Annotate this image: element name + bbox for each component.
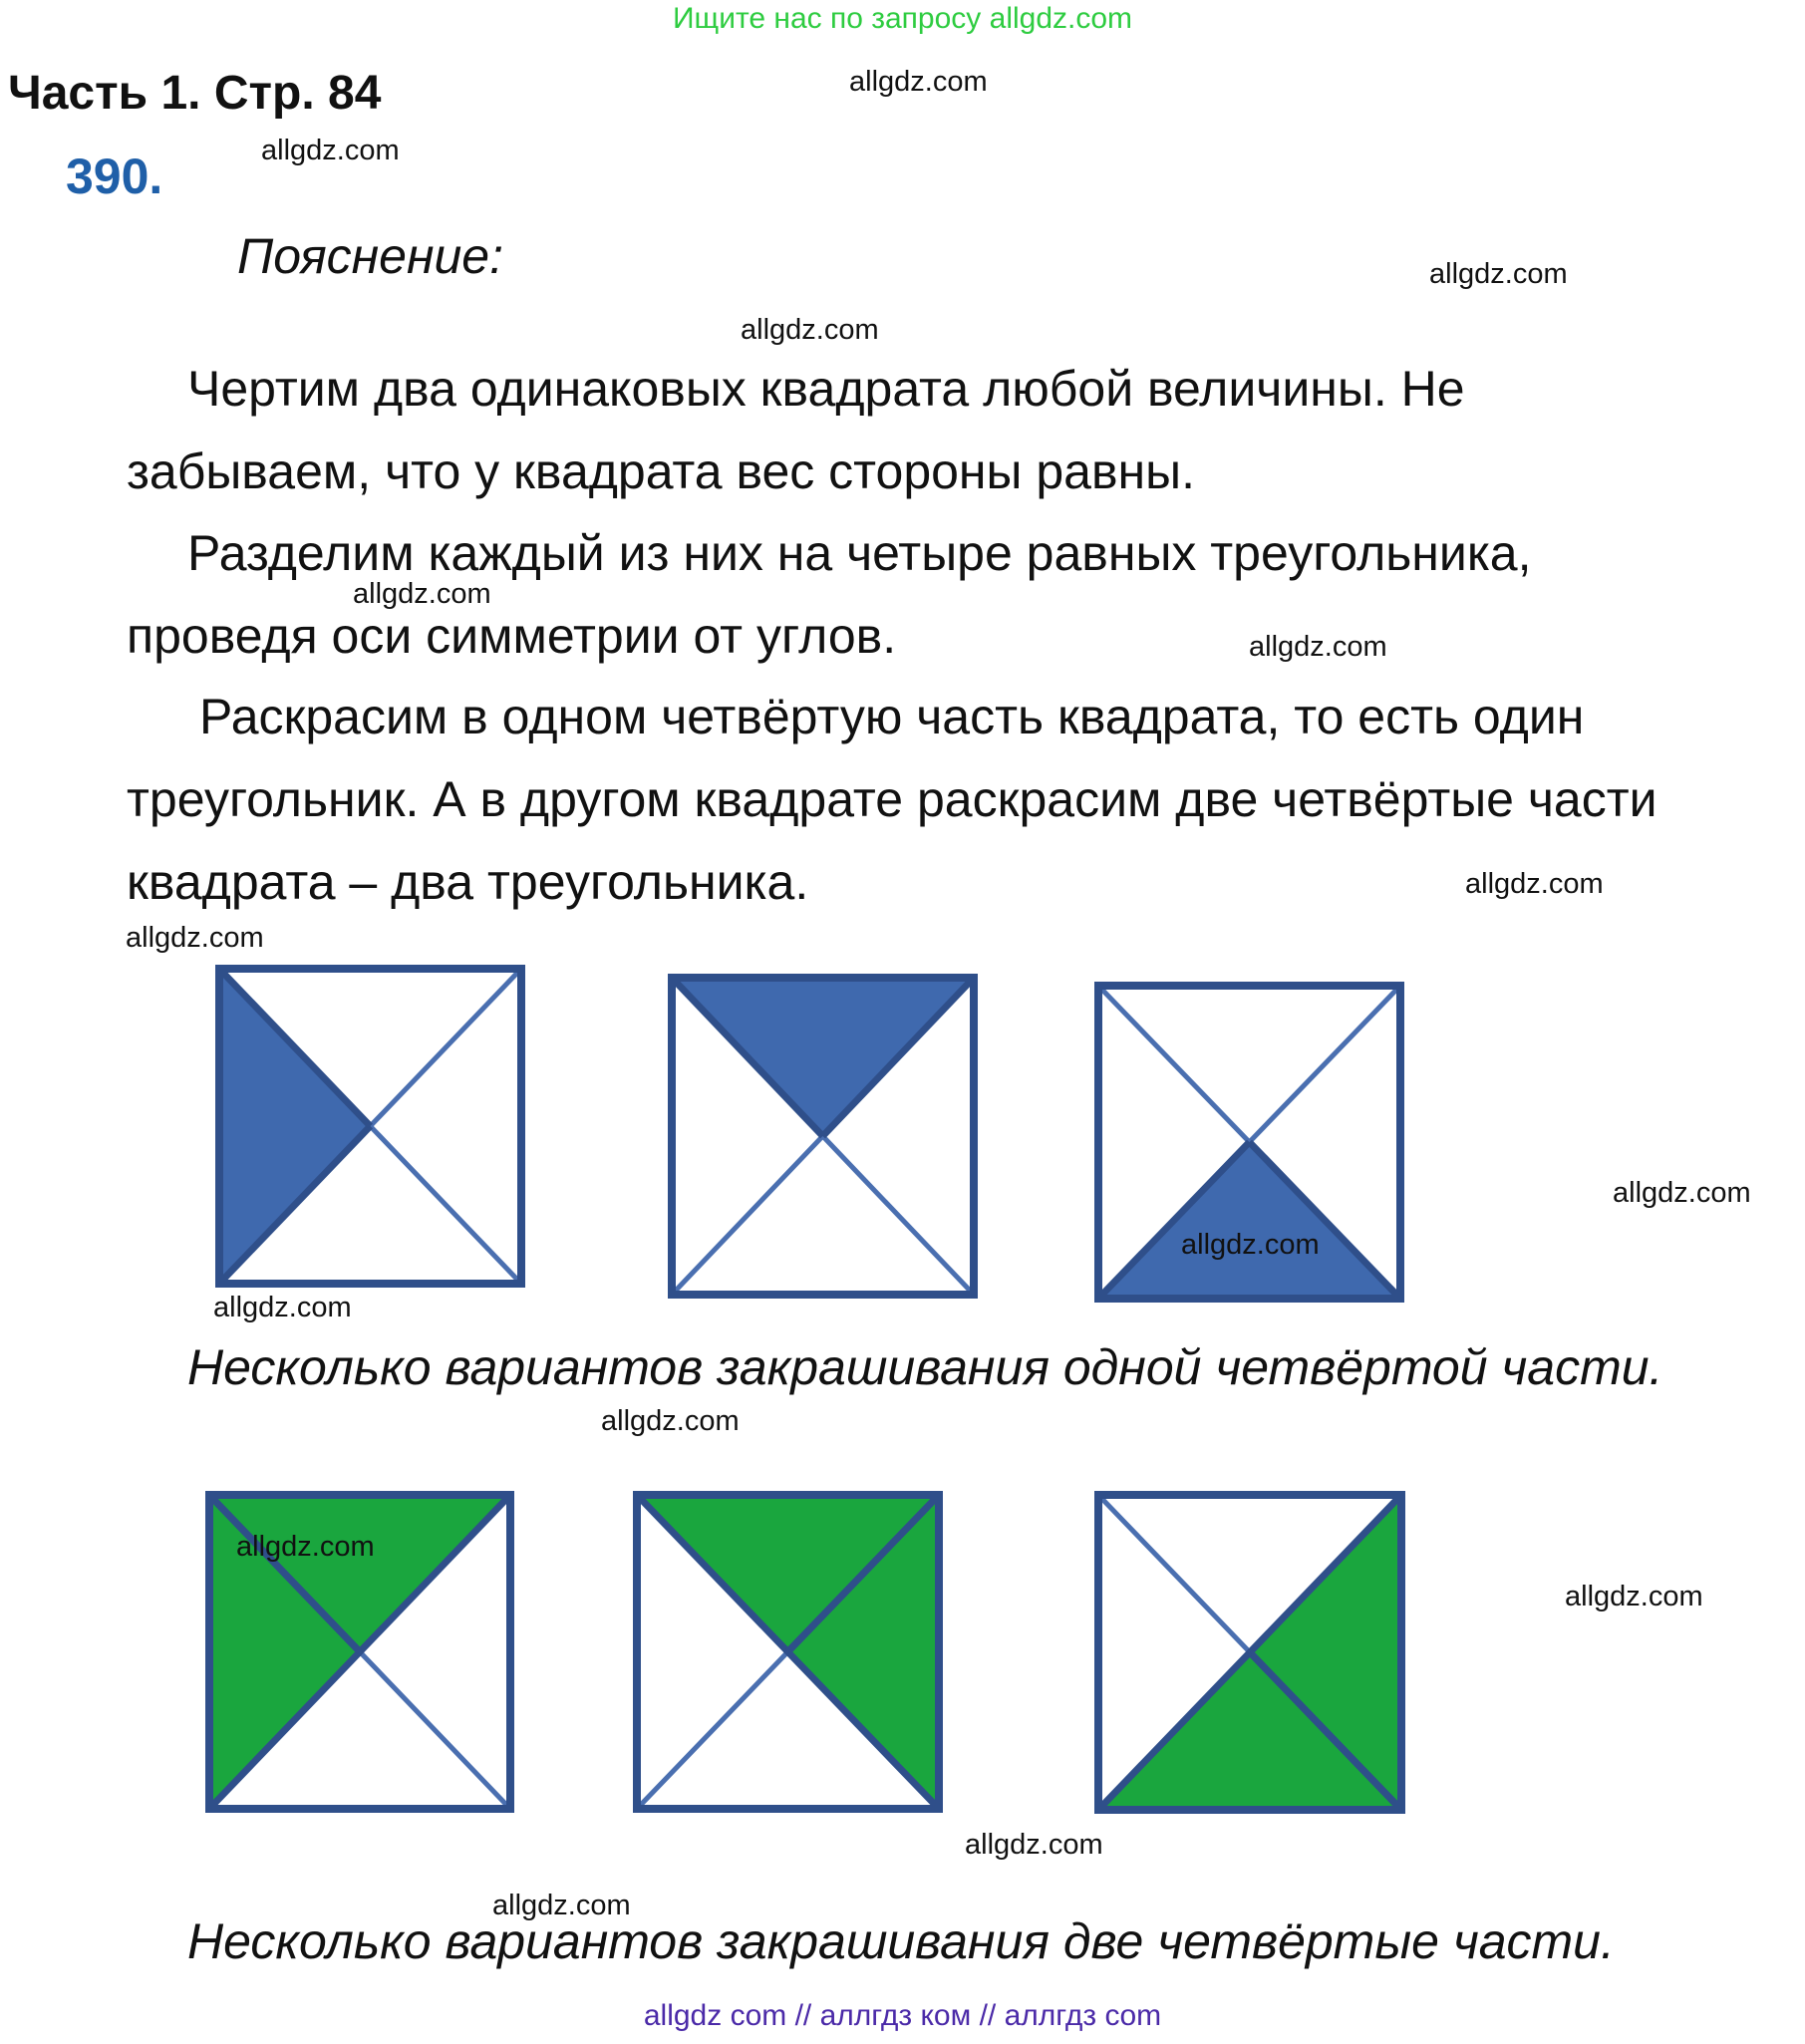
watermark: allgdz.com (741, 314, 879, 346)
watermark: allgdz.com (601, 1405, 740, 1437)
footer-links: allgdz com // аллгдз ком // аллгдз com (643, 1999, 1162, 2032)
watermark: allgdz.com (353, 578, 491, 610)
watermark: allgdz.com (965, 1829, 1103, 1861)
paragraph-line: Чертим два одинаковых квадрата любой величины. Не (187, 361, 1465, 417)
watermark: allgdz.com (1565, 1581, 1703, 1612)
watermark: allgdz.com (1181, 1229, 1320, 1261)
search-banner: Ищите нас по запросу allgdz.com (672, 2, 1133, 35)
watermark: allgdz.com (1429, 258, 1568, 290)
watermark: allgdz.com (849, 66, 988, 98)
watermark: allgdz.com (126, 922, 264, 954)
watermark: allgdz.com (213, 1292, 352, 1323)
paragraph-line: забываем, что у квадрата вес стороны равны. (127, 443, 1195, 499)
shaded-triangle-left (219, 969, 371, 1284)
watermark: allgdz.com (492, 1890, 631, 1921)
square-figure (637, 1495, 939, 1809)
shaded-triangle-bottom (1098, 1142, 1400, 1299)
task-number: 390. (66, 148, 163, 204)
shaded-triangle-top (672, 978, 974, 1136)
page-title: Часть 1. Стр. 84 (8, 67, 382, 120)
square-figure (672, 978, 974, 1295)
paragraph-line: треугольник. А в другом квадрате раскрасим две четвёртые части (127, 771, 1657, 827)
paragraph-line: проведя оси симметрии от углов. (127, 608, 897, 664)
square-figure (219, 969, 521, 1284)
watermark: allgdz.com (261, 135, 400, 166)
watermark: allgdz.com (1249, 631, 1387, 663)
caption-one-quarter: Несколько вариантов закрашивания одной четвёртой части. (187, 1339, 1663, 1395)
paragraph-line: Разделим каждый из них на четыре равных треугольника, (187, 525, 1532, 581)
watermark: allgdz.com (1613, 1177, 1751, 1209)
watermark: allgdz.com (236, 1531, 375, 1563)
paragraph-line: Раскрасим в одном четвёртую часть квадрата, то есть один (199, 689, 1585, 744)
watermark: allgdz.com (1465, 868, 1604, 900)
explanation-label: Пояснение: (237, 228, 503, 284)
square-figure (1098, 1495, 1401, 1810)
paragraph-line: квадрата – два треугольника. (127, 854, 809, 910)
caption-two-quarters: Несколько вариантов закрашивания две четвёртые части. (187, 1913, 1615, 1969)
